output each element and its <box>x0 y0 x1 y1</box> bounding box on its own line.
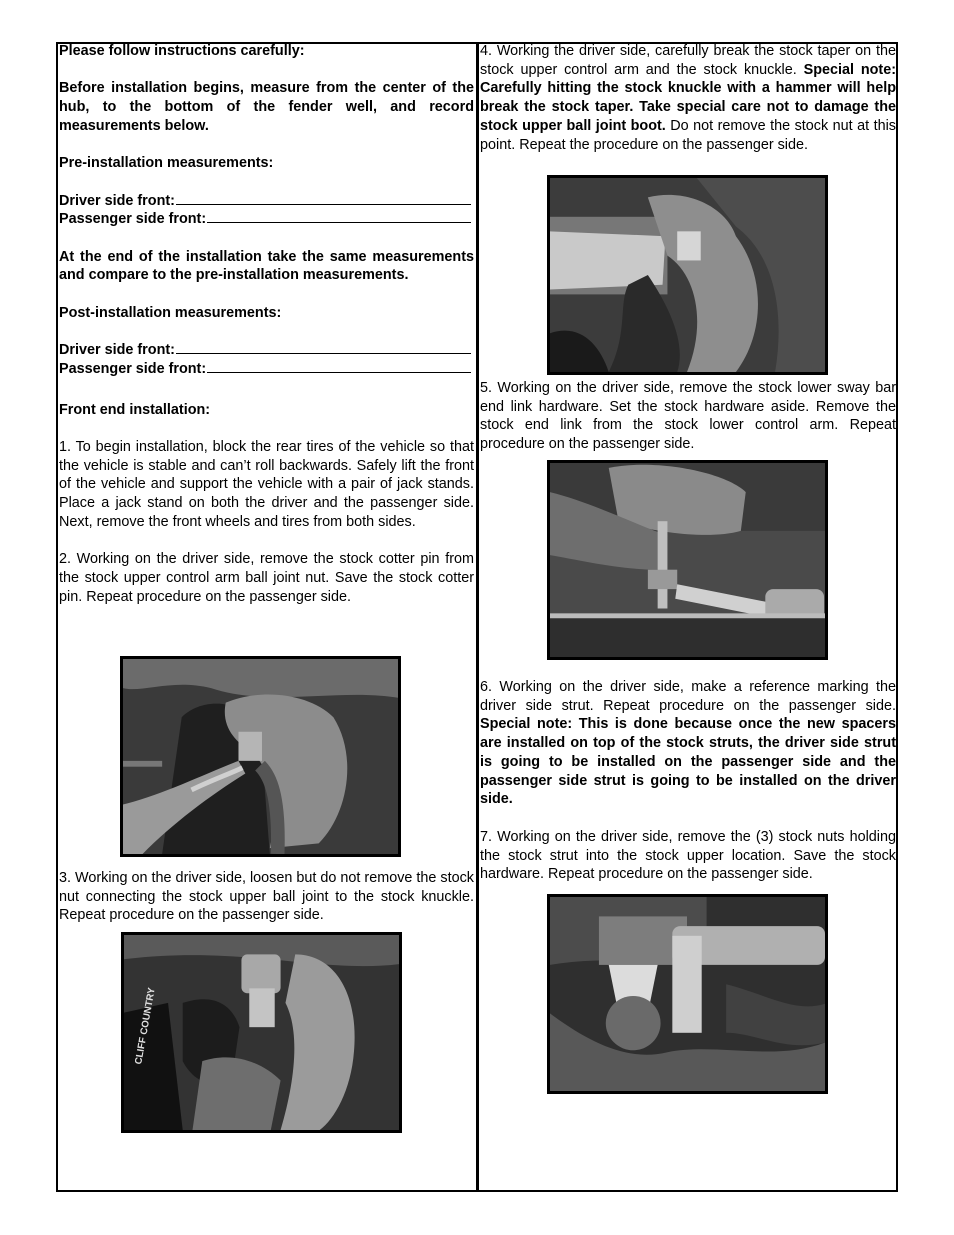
glove-brand-text: CLIFF COUNTRY <box>133 986 158 1066</box>
step-7-photo <box>547 894 828 1094</box>
step-4-photo <box>547 175 828 375</box>
pre-passenger-label: Passenger side front: <box>59 211 207 228</box>
pre-driver-label: Driver side front: <box>59 192 175 209</box>
front-end-heading: Front end installation: <box>59 401 211 418</box>
post-passenger-measurement-line[interactable] <box>59 360 471 379</box>
step-4-text-a: 4. Working the driver side, carefully break the stock taper on the stock upper control arm and the stock knuckle. <box>480 43 896 78</box>
post-driver-label: Driver side front: <box>59 342 175 359</box>
instructions-heading: Please follow instructions carefully: <box>59 43 305 59</box>
step-5-text: 5. Working on the driver side, remove the stock lower sway bar end link hardware. Set the stock hardware aside. Remove the stock end link from the stock lower control arm. Repeat procedure on the passenger side. <box>480 380 896 453</box>
step-5-photo <box>547 460 828 660</box>
step-4-text-c: Do not remove the stock nut at this point. Repeat the procedure on the passenger side. <box>480 117 896 153</box>
step-3-photo <box>121 932 402 1133</box>
step-6-special-note: Special note: This is done because once the new spacers are installed on top of the stock struts, the driver side strut is going to be installed on the passenger side and the passenger side strut is going to be installed on the driver side. <box>480 716 896 808</box>
pre-passenger-measurement-line[interactable] <box>59 210 471 229</box>
step-2-photo <box>120 656 401 857</box>
step-6-text-a: 6. Working on the driver side, make a reference marking the driver side strut. Repeat procedure on the passenger side. <box>480 679 896 714</box>
post-installation-heading: Post-installation measurements: <box>59 304 282 321</box>
pre-driver-measurement-line[interactable] <box>59 192 471 211</box>
post-passenger-label: Passenger side front: <box>59 360 207 377</box>
step-6-text <box>480 678 896 809</box>
pre-installation-heading: Pre-installation measurements: <box>59 155 274 172</box>
left-column <box>59 42 474 606</box>
step-4-text <box>480 42 896 154</box>
compare-paragraph: At the end of the installation take the same measurements and compare to the pre-installation measurements. <box>59 248 474 284</box>
step-4-special-note: Special note: Carefully hitting the stock knuckle with a hammer will help break the stock taper. Take special care not to damage the stock upper ball joint boot. <box>480 61 897 134</box>
post-driver-measurement-line[interactable] <box>59 341 471 360</box>
intro-paragraph: Before installation begins, measure from the center of the hub, to the bottom of the fender well, and record measurements below. <box>59 80 474 134</box>
step-3-text: 3. Working on the driver side, loosen but do not remove the stock nut connecting the stock upper ball joint to the stock knuckle. Repeat procedure on the passenger side. <box>59 870 474 924</box>
step-2-text: 2. Working on the driver side, remove the stock cotter pin from the stock upper control arm ball joint nut. Save the stock cotter pin. Repeat procedure on the passenger side. <box>59 551 474 605</box>
step-7-text: 7. Working on the driver side, remove the (3) stock nuts holding the stock strut into the stock upper location. Save the stock hardware. Repeat procedure on the passenger side. <box>480 829 896 883</box>
step-1-text: 1. To begin installation, block the rear tires of the vehicle so that the vehicle is stable and can’t roll backwards. Safely lift the front of the vehicle and support the vehicle with a pair of jack stands. Place a jack stand on both the driver and the passenger side. Next, remove the front wheels and tires from both sides. <box>59 438 474 530</box>
column-divider <box>476 42 479 1192</box>
